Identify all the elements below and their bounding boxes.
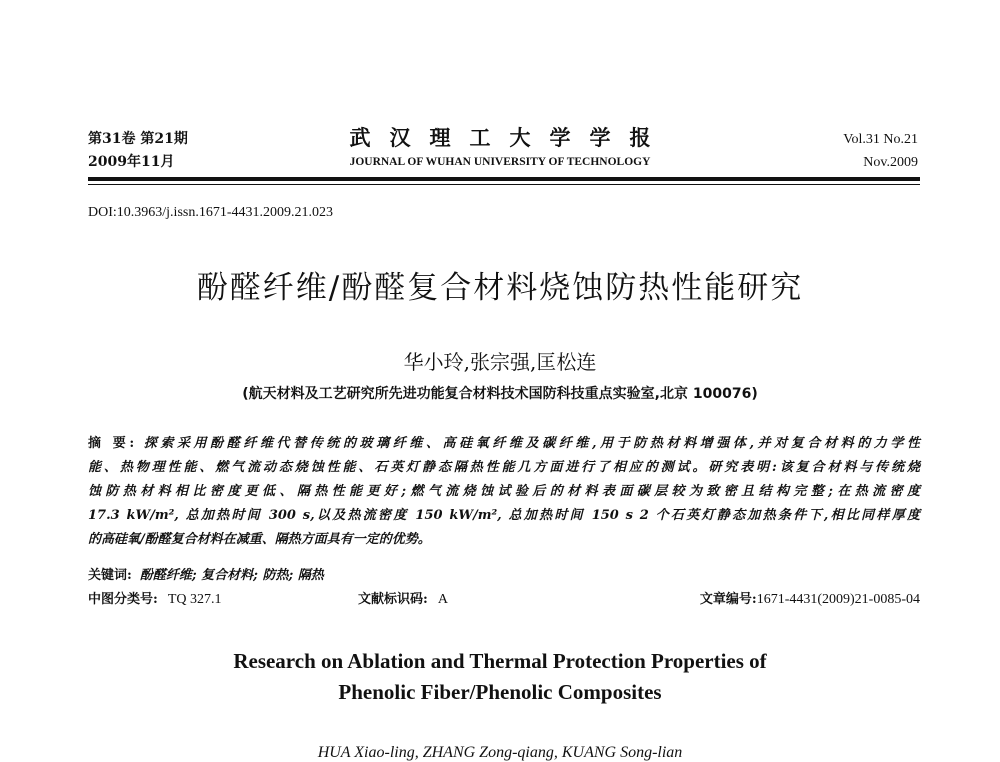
abstract-line: 的高硅氧/酚醛复合材料在减重、隔热方面具有一定的优势。 <box>88 532 431 547</box>
abstract-label: 摘 要: <box>88 436 135 451</box>
article-number-value: 1671-4431(2009)21-0085-04 <box>756 592 920 607</box>
abstract <box>88 432 920 552</box>
header-rule-thin <box>88 184 920 185</box>
doc-code-item <box>358 588 448 608</box>
abstract-line <box>88 432 920 456</box>
journal-title-cn: 武汉理工大学学报 <box>349 125 670 150</box>
article-number-item <box>700 588 920 608</box>
article-number-label: 文章编号: <box>699 592 757 607</box>
classification-row <box>88 588 920 608</box>
issue-info-cn <box>88 128 188 174</box>
journal-masthead <box>300 124 700 172</box>
title-en-line: Research on Ablation and Thermal Protection Properties of <box>233 649 767 673</box>
volume-issue-en: Vol.31 No.21 <box>843 132 918 147</box>
abstract-line: 17.3 kW/m², 总加热时间 300 s,以及热流密度 150 kW/m², 总加热时间 150 s 2 个石英灯静态加热条件下,相比同样厚度 <box>88 508 920 523</box>
clc-item <box>88 592 221 607</box>
authors-cn: 华小玲,张宗强,匡松连 <box>403 350 597 374</box>
date-cn: 2009年11月 <box>88 154 175 170</box>
date-en: Nov.2009 <box>863 155 918 170</box>
journal-title-en: JOURNAL OF WUHAN UNIVERSITY OF TECHNOLOGY <box>349 156 651 168</box>
article-title-cn: 酚醛纤维/酚醛复合材料烧蚀防热性能研究 <box>196 270 804 306</box>
abstract-line: 蚀防热材料相比密度更低、隔热性能更好;燃气流烧蚀试验后的材料表面碳层较为致密且结构完整;在热流密度 <box>88 484 920 499</box>
clc-label: 中图分类号: <box>88 592 158 607</box>
authors-en: HUA Xiao-ling, ZHANG Zong-qiang, KUANG Song-lian <box>317 744 683 761</box>
title-en-line: Phenolic Fiber/Phenolic Composites <box>338 680 662 704</box>
keywords <box>88 564 324 583</box>
clc-value: TQ 327.1 <box>167 592 222 607</box>
doi: DOI:10.3963/j.issn.1671-4431.2009.21.023 <box>88 205 333 220</box>
doc-code-value: A <box>437 592 448 607</box>
volume-issue-cn: 第31卷 第21期 <box>88 131 188 147</box>
keywords-value: 酚醛纤维; 复合材料; 防热; 隔热 <box>139 568 324 583</box>
doc-code-label: 文献标识码: <box>358 592 428 607</box>
header-rule-thick <box>88 177 920 181</box>
abstract-line-text: 探索采用酚醛纤维代替传统的玻璃纤维、高硅氧纤维及碳纤维,用于防热材料增强体,并对复合材料的力学性 <box>140 436 921 451</box>
article-title-en <box>0 646 1000 708</box>
abstract-line: 能、热物理性能、燃气流动态烧蚀性能、石英灯静态隔热性能几方面进行了相应的测试。研究表明:该复合材料与传统烧 <box>88 460 920 475</box>
keywords-label: 关键词: <box>88 568 132 583</box>
affiliation-cn: (航天材料及工艺研究所先进功能复合材料技术国防科技重点实验室,北京 100076) <box>242 386 758 402</box>
issue-info-en <box>843 128 918 174</box>
